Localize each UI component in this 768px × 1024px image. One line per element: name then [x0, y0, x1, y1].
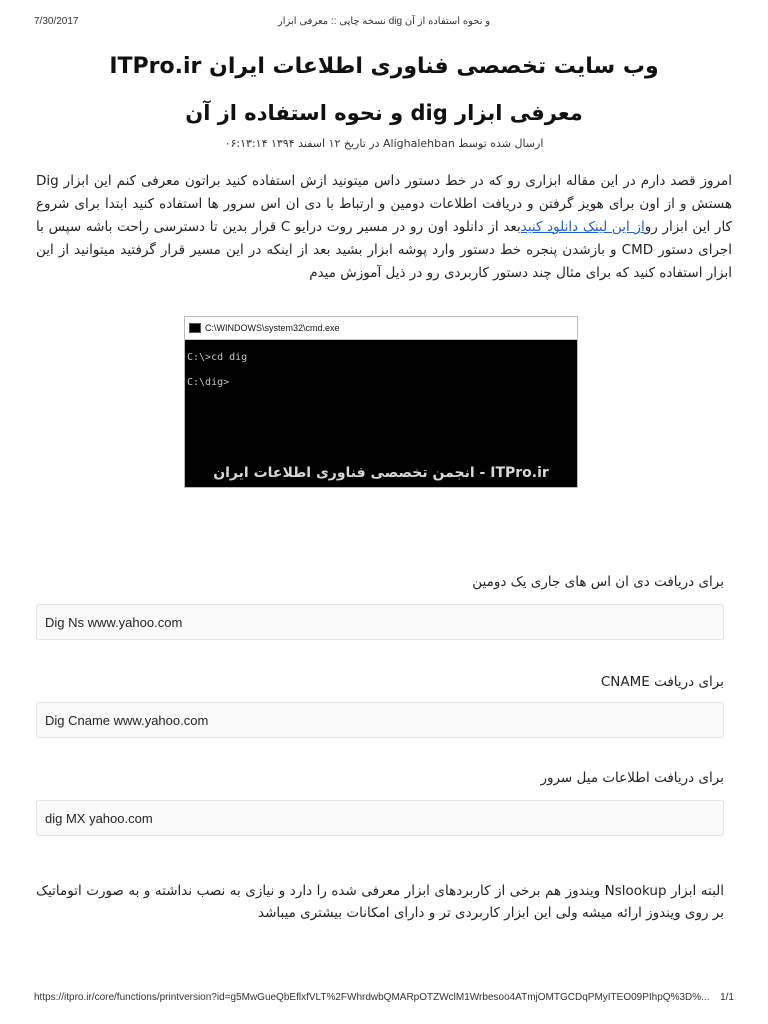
- section-label-ns: برای دریافت دی ان اس های جاری یک دومین: [472, 574, 724, 590]
- code-box-cname: Dig Cname www.yahoo.com: [36, 702, 724, 738]
- cmd-body: [185, 340, 577, 414]
- article-content: [36, 48, 732, 299]
- outro-paragraph: البته ابزار Nslookup ویندوز هم برخی از کاربردهای ابزار معرفی شده را دارد و نیازی به نصب نداشته و به صورت اتوماتیک بر روی ویندوز ارائه میشه ولی این ابزار کاربردی تر و دارای امکانات بیشتری میباشد: [36, 882, 725, 921]
- print-page-title: و نحوه استفاده از آن dig نسخه چاپی :: معرفی ابزار: [277, 16, 491, 27]
- cmd-watermark: ITPro.ir - انجمن تخصصی فناوری اطلاعات ایران: [213, 465, 549, 481]
- cmd-window-icon: [189, 323, 201, 333]
- page-number: 1/1: [720, 992, 734, 1003]
- intro-text-1: امروز قصد دارم در این مقاله ابزاری رو که در خط دستور داس میتونید ازش استفاده کنید براتون معرفی کنم این ابزار Dig هستش و از اون برای هویز گرفتن و دریافت اطلاعات دومین و ارتباط با دی ان اس سرور ها استفاده کنید ابتدا برای شروع کار این ابزار رو: [36, 173, 732, 235]
- intro-text-2: بعد از دانلود اون رو در مسیر روت درایو C قرار بدین تا دسترسی راحت باشه سپس با اجرای دستور CMD و بازشدن پنجره خط دستور وارد پوشه ابزار بشید بعد از اینکه در این مسیر قرار گرفتید میتوانید از این ابزار استفاده کنید که برای مثال چند دستور کاربردی رو در ذیل آموزش میدم: [36, 219, 732, 281]
- post-meta: ارسال شده توسط Alighalehban در تاریخ ۱۲ اسفند ۱۳۹۴ ۰۶:۱۳:۱۴: [224, 137, 544, 150]
- print-date: 7/30/2017: [34, 16, 79, 27]
- print-url: https://itpro.ir/core/functions/printversion?id=g5MwGueQbEflxfVLT%2FWhrdwbQMARpOTZWclM1Wrbesoo4ATmjOMTGCDqPMyITEO09PIhpQ%3D%...: [34, 992, 710, 1003]
- article-title: معرفی ابزار dig و نحوه استفاده از آن: [185, 101, 583, 125]
- section-label-mx: برای دریافت اطلاعات میل سرور: [540, 770, 724, 786]
- download-link[interactable]: از این لینک دانلود کنید: [520, 219, 645, 235]
- section-label-cname: برای دریافت CNAME: [600, 674, 724, 690]
- code-box-ns: Dig Ns www.yahoo.com: [36, 604, 724, 640]
- cmd-titlebar: [185, 317, 577, 340]
- print-footer: [34, 992, 734, 1003]
- cmd-line: C:\>cd dig: [187, 352, 248, 363]
- cmd-line: C:\dig>: [187, 377, 230, 388]
- site-title: وب سایت تخصصی فناوری اطلاعات ایران ITPro.ir: [109, 54, 659, 79]
- cmd-screenshot: [184, 316, 578, 488]
- print-header: [34, 16, 734, 27]
- cmd-title: C:\WINDOWS\system32\cmd.exe: [205, 323, 340, 333]
- intro-paragraph: [36, 170, 732, 285]
- code-box-mx: dig MX yahoo.com: [36, 800, 724, 836]
